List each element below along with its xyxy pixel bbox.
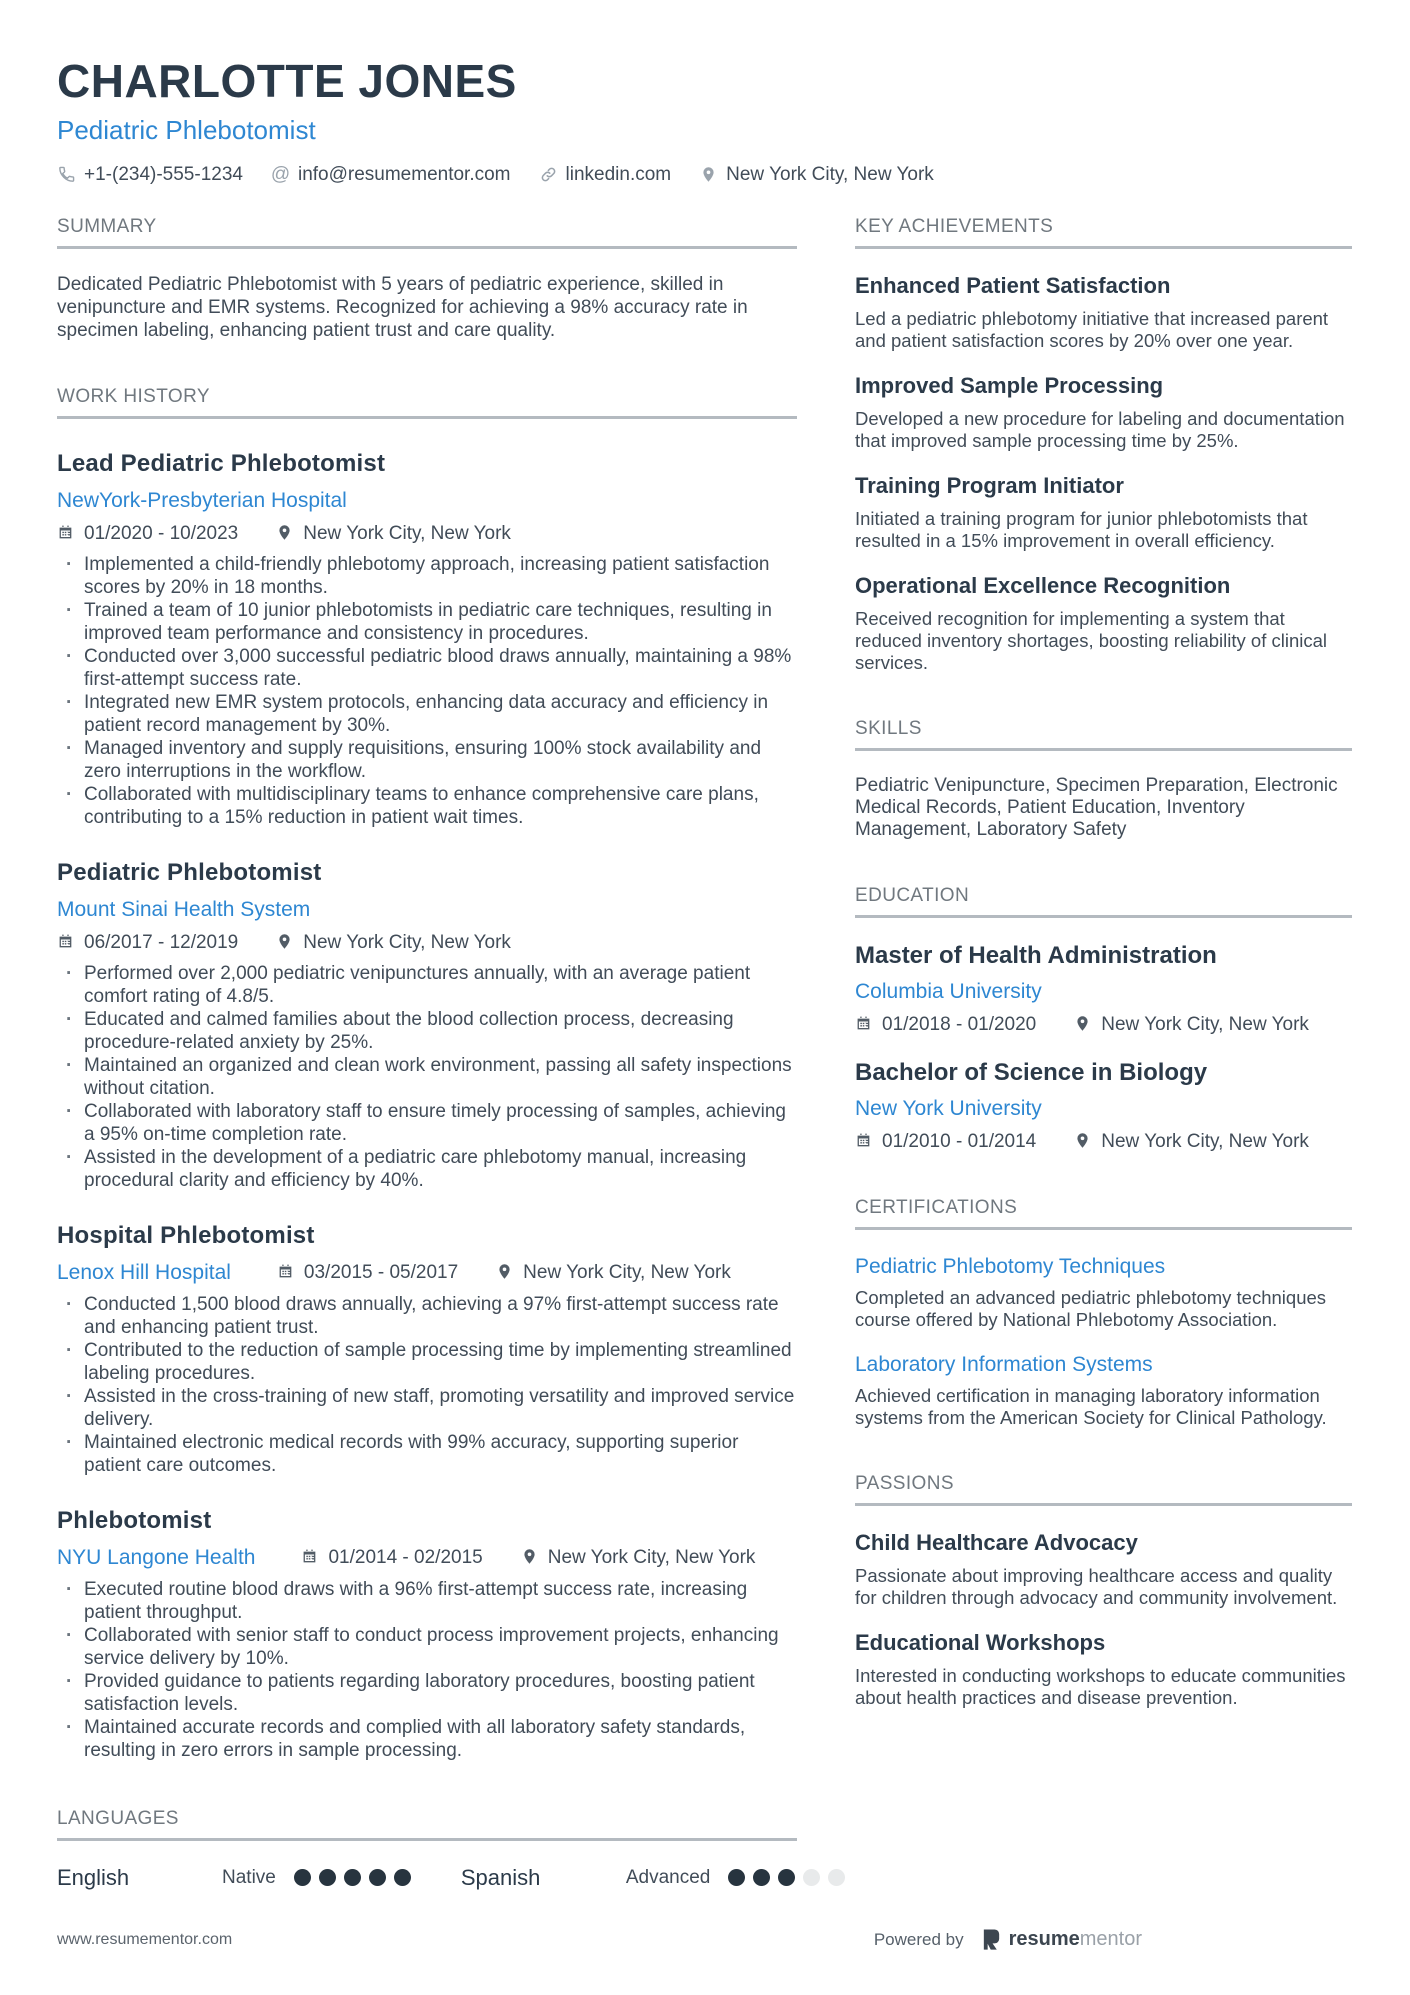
job-list — [57, 450, 797, 1762]
education-location-text: New York City, New York — [1101, 1013, 1309, 1035]
certification-item — [855, 1352, 1352, 1429]
achievement-item-text: Developed a new procedure for labeling and documentation that improved sample processing time by 25%. — [855, 407, 1345, 451]
job-position: Pediatric Phlebotomist — [57, 858, 322, 886]
education-heading: EDUCATION — [855, 885, 1352, 918]
job-date — [57, 522, 238, 545]
achievement-item-text: Led a pediatric phlebotomy initiative that increased parent and patient satisfaction scores by 20% over one year. — [855, 307, 1329, 351]
passions-section — [855, 1473, 1352, 1709]
language-name: Spanish — [460, 1864, 541, 1890]
job-bullets — [57, 1293, 797, 1477]
job-company: NewYork-Presbyterian Hospital — [57, 488, 347, 512]
contact-location-text: New York City, New York — [726, 163, 934, 185]
footer-site-url[interactable]: www.resumementor.com — [57, 1930, 233, 1948]
passion-item-text: Passionate about improving healthcare access and quality for children through advocacy and community involvement. — [855, 1564, 1338, 1608]
job-meta — [57, 522, 797, 545]
education-degree: Master of Health Administration — [855, 941, 1217, 969]
key-achievements-section — [855, 216, 1352, 674]
job-company: Mount Sinai Health System — [57, 897, 311, 921]
contact-at[interactable] — [271, 164, 511, 186]
phone-icon — [57, 165, 76, 184]
achievement-item-title: Enhanced Patient Satisfaction — [855, 272, 1171, 298]
language-level-dot — [369, 1869, 386, 1886]
job-bullet: · Assisted in the cross-training of new staff, promoting versatility and improved service delivery. — [57, 1385, 797, 1431]
skills-text: Pediatric Venipuncture, Specimen Preparation, Electronic Medical Records, Patient Education, Inventory Management, Laboratory Safety — [855, 774, 1338, 840]
job-bullet: · Conducted 1,500 blood draws annually, achieving a 97% first-attempt success rate and enhancing patient trust. — [57, 1293, 797, 1339]
job-location-text: New York City, New York — [303, 931, 511, 953]
summary-text: Dedicated Pediatric Phlebotomist with 5 years of pediatric experience, skilled in venipuncture and EMR systems. Recognized for achieving a 98% accuracy rate in specimen labeling, enhancing patient trust and care quality. — [57, 273, 748, 341]
certification-item-title: Laboratory Information Systems — [855, 1352, 1153, 1376]
job-bullet: · Educated and calmed families about the blood collection process, decreasing procedure-related anxiety by 25%. — [57, 1008, 797, 1054]
contact-link[interactable] — [539, 164, 672, 186]
job-location — [276, 522, 511, 545]
calendar-icon — [855, 1132, 873, 1150]
job-meta — [57, 931, 797, 954]
job-bullet: · Collaborated with senior staff to conduct process improvement projects, enhancing service delivery by 10%. — [57, 1624, 797, 1670]
job-location — [276, 931, 511, 954]
achievement-item-title: Improved Sample Processing — [855, 372, 1164, 398]
location-icon — [1074, 1015, 1092, 1033]
job-position: Phlebotomist — [57, 1506, 212, 1534]
candidate-title: Pediatric Phlebotomist — [57, 114, 316, 145]
certification-item — [855, 1254, 1352, 1331]
job-entry — [57, 1507, 797, 1762]
education-date-text: 01/2018 - 01/2020 — [882, 1013, 1037, 1035]
job-bullet: · Maintained electronic medical records with 99% accuracy, supporting superior patient care outcomes. — [57, 1431, 797, 1477]
passions-heading: PASSIONS — [855, 1473, 1352, 1506]
language-item — [57, 1865, 411, 1891]
language-level: Native — [222, 1866, 276, 1888]
resume-header — [57, 55, 1352, 186]
achievement-list — [855, 273, 1352, 674]
job-date — [277, 1261, 458, 1284]
language-name: English — [57, 1864, 130, 1890]
education-item — [855, 1059, 1352, 1153]
language-level-dot — [778, 1869, 795, 1886]
language-item — [461, 1865, 846, 1891]
achievement-item-title: Operational Excellence Recognition — [855, 572, 1231, 598]
education-degree: Bachelor of Science in Biology — [855, 1058, 1208, 1086]
education-list — [855, 942, 1352, 1153]
job-bullet: · Managed inventory and supply requisitions, ensuring 100% stock availability and zero interruptions in the workflow. — [57, 737, 797, 783]
contact-link-text: linkedin.com — [565, 163, 672, 185]
contact-at-text: info@resumementor.com — [297, 163, 511, 185]
certifications-heading: CERTIFICATIONS — [855, 1197, 1352, 1230]
certification-item-text: Completed an advanced pediatric phlebotomy techniques course offered by National Phlebotomy Association. — [855, 1286, 1327, 1330]
language-level-dot — [319, 1869, 336, 1886]
job-location-text: New York City, New York — [303, 522, 511, 544]
language-level-dot — [394, 1869, 411, 1886]
achievement-item — [855, 373, 1352, 452]
job-bullet: · Integrated new EMR system protocols, enhancing data accuracy and efficiency in patient record management by 30%. — [57, 691, 797, 737]
language-level-dot — [728, 1869, 745, 1886]
job-bullet: · Collaborated with laboratory staff to ensure timely processing of samples, achieving a 95% on-time completion rate. — [57, 1100, 797, 1146]
job-bullet: · Maintained an organized and clean work environment, passing all safety inspections without citation. — [57, 1054, 797, 1100]
contact-location[interactable] — [699, 164, 934, 186]
job-date — [57, 931, 238, 954]
job-meta — [301, 1546, 755, 1569]
summary-heading: SUMMARY — [57, 216, 797, 249]
location-icon — [1074, 1132, 1092, 1150]
job-company: NYU Langone Health — [57, 1545, 256, 1569]
resumementor-logo-icon — [980, 1928, 1003, 1951]
location-icon — [276, 524, 294, 542]
passion-item — [855, 1530, 1352, 1609]
skills-heading: SKILLS — [855, 718, 1352, 751]
job-bullet: · Performed over 2,000 pediatric venipunctures annually, with an average patient comfort rating of 4.8/5. — [57, 962, 797, 1008]
location-icon — [699, 165, 718, 184]
at-icon: @ — [270, 164, 291, 185]
job-bullet: · Provided guidance to patients regarding laboratory procedures, boosting patient satisfaction levels. — [57, 1670, 797, 1716]
job-date-text: 06/2017 - 12/2019 — [84, 931, 239, 953]
location-icon — [276, 933, 294, 951]
job-bullet: · Assisted in the development of a pediatric care phlebotomy manual, increasing procedural clarity and efficiency by 40%. — [57, 1146, 797, 1192]
passion-list — [855, 1530, 1352, 1709]
location-icon — [496, 1263, 514, 1281]
job-entry — [57, 450, 797, 829]
job-bullets — [57, 1578, 797, 1762]
language-level-dot — [294, 1869, 311, 1886]
certifications-section — [855, 1197, 1352, 1429]
language-level-dot — [803, 1869, 820, 1886]
summary-section — [57, 216, 797, 342]
certification-item-text: Achieved certification in managing laboratory information systems from the American Society for Clinical Pathology. — [855, 1384, 1327, 1428]
side-column — [855, 216, 1352, 1891]
job-company: Lenox Hill Hospital — [57, 1260, 231, 1284]
job-entry — [57, 859, 797, 1192]
certification-list — [855, 1254, 1352, 1429]
education-meta — [855, 1013, 1352, 1036]
job-location — [521, 1546, 756, 1569]
education-date — [855, 1130, 1036, 1153]
resume-body — [57, 216, 1352, 1891]
education-school: Columbia University — [855, 979, 1042, 1003]
job-bullets — [57, 962, 797, 1192]
education-location — [1074, 1013, 1309, 1036]
contact-phone-text: +1-(234)-555-1234 — [84, 163, 243, 185]
education-date — [855, 1013, 1036, 1036]
link-icon — [539, 165, 558, 184]
page-footer — [57, 1928, 1352, 1951]
resumementor-logo-text: resumementor — [1008, 1928, 1142, 1950]
job-position: Hospital Phlebotomist — [57, 1221, 315, 1249]
job-location — [496, 1261, 731, 1284]
languages-section — [57, 1808, 797, 1891]
calendar-icon — [301, 1548, 319, 1566]
location-icon — [521, 1548, 539, 1566]
education-meta — [855, 1130, 1352, 1153]
calendar-icon — [855, 1015, 873, 1033]
job-meta — [277, 1261, 731, 1284]
job-bullet: · Contributed to the reduction of sample processing time by implementing streamlined labeling procedures. — [57, 1339, 797, 1385]
education-location — [1074, 1130, 1309, 1153]
achievement-item-text: Initiated a training program for junior phlebotomists that resulted in a 15% improvement in overall efficiency. — [855, 507, 1308, 551]
language-level: Advanced — [625, 1866, 711, 1888]
job-bullet: · Implemented a child-friendly phlebotomy approach, increasing patient satisfaction scores by 20% in 18 months. — [57, 553, 797, 599]
calendar-icon — [277, 1263, 295, 1281]
achievement-item — [855, 273, 1352, 352]
passion-item-title: Child Healthcare Advocacy — [855, 1529, 1138, 1555]
achievement-item-text: Received recognition for implementing a system that reduced inventory shortages, boosting reliability of clinical services. — [855, 607, 1328, 673]
education-item — [855, 942, 1352, 1036]
powered-by-label: Powered by — [873, 1929, 964, 1949]
main-column — [57, 216, 797, 1891]
passion-item-text: Interested in conducting workshops to educate communities about health practices and disease prevention. — [855, 1664, 1346, 1708]
job-position: Lead Pediatric Phlebotomist — [57, 449, 386, 477]
skills-section — [855, 718, 1352, 841]
job-bullet: · Maintained accurate records and complied with all laboratory safety standards, resulting in zero errors in sample processing. — [57, 1716, 797, 1762]
certification-item-title: Pediatric Phlebotomy Techniques — [855, 1254, 1166, 1278]
language-list — [57, 1865, 797, 1891]
education-date-text: 01/2010 - 01/2014 — [882, 1130, 1037, 1152]
job-bullets — [57, 553, 797, 829]
language-level-dots — [294, 1869, 411, 1886]
job-date-text: 01/2020 - 10/2023 — [84, 522, 239, 544]
key-achievements-heading: KEY ACHIEVEMENTS — [855, 216, 1352, 249]
job-location-text: New York City, New York — [547, 1546, 756, 1568]
work-history-section — [57, 386, 797, 1762]
education-location-text: New York City, New York — [1101, 1130, 1309, 1152]
contact-phone[interactable] — [57, 164, 243, 186]
education-section — [855, 885, 1352, 1153]
achievement-item-title: Training Program Initiator — [855, 472, 1124, 498]
passion-item-title: Educational Workshops — [855, 1629, 1106, 1655]
calendar-icon — [57, 524, 75, 542]
candidate-name: CHARLOTTE JONES — [57, 55, 517, 107]
language-level-dot — [828, 1869, 845, 1886]
job-bullet: · Collaborated with multidisciplinary teams to enhance comprehensive care plans, contributing to a 15% reduction in patient wait times. — [57, 783, 797, 829]
job-entry — [57, 1222, 797, 1477]
language-level-dots — [728, 1869, 845, 1886]
languages-heading: LANGUAGES — [57, 1808, 797, 1841]
education-school: New York University — [855, 1096, 1042, 1120]
work-history-heading: WORK HISTORY — [57, 386, 797, 419]
passion-item — [855, 1630, 1352, 1709]
achievement-item — [855, 473, 1352, 552]
language-level-dot — [344, 1869, 361, 1886]
footer-branding — [874, 1928, 1142, 1951]
resumementor-logo[interactable] — [980, 1928, 1142, 1951]
job-date-text: 03/2015 - 05/2017 — [303, 1261, 459, 1283]
job-location-text: New York City, New York — [523, 1261, 731, 1283]
calendar-icon — [57, 933, 75, 951]
contact-row — [57, 164, 1352, 186]
job-bullet: · Executed routine blood draws with a 96% first-attempt success rate, increasing patient throughput. — [57, 1578, 797, 1624]
achievement-item — [855, 573, 1352, 674]
job-date — [301, 1546, 482, 1569]
job-bullet: · Trained a team of 10 junior phlebotomists in pediatric care techniques, resulting in improved team performance and consistency in procedures. — [57, 599, 797, 645]
job-date-text: 01/2014 - 02/2015 — [328, 1546, 483, 1568]
job-bullet: · Conducted over 3,000 successful pediatric blood draws annually, maintaining a 98% first-attempt success rate. — [57, 645, 797, 691]
language-level-dot — [753, 1869, 770, 1886]
